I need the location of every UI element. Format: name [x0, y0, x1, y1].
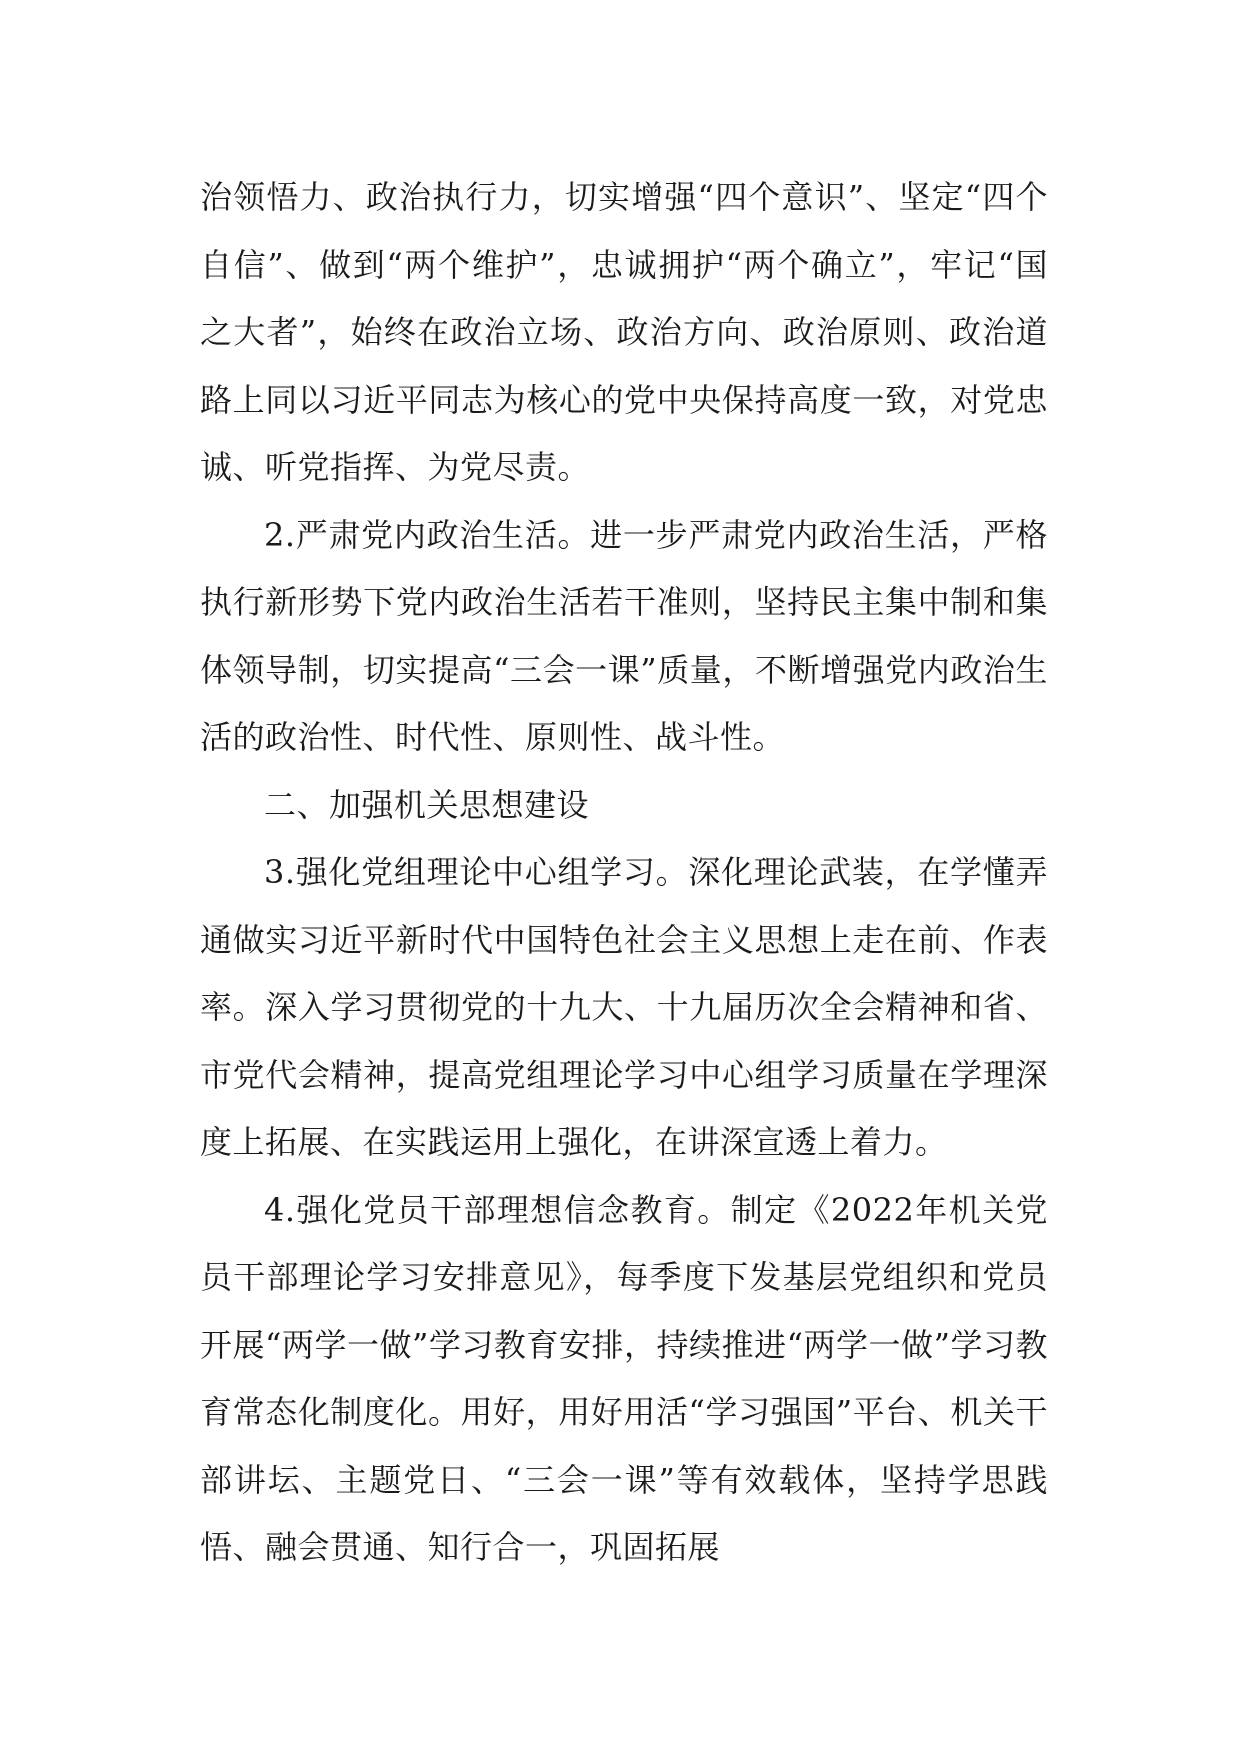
document-body	[200, 164, 1048, 1582]
paragraph-item-4: 4.强化党员干部理想信念教育。制定《2022年机关党员干部理论学习安排意见》，每季度下发基层党组织和党员开展“两学一做”学习教育安排，持续推进“两学一做”学习教育常态化制度化。用好，用好用活“学习强国”平台、机关干部讲坛、主题党日、“三会一课”等有效载体，坚持学思践悟、融会贯通、知行合一，巩固拓展	[200, 1190, 1048, 1566]
paragraph-item-3: 3.强化党组理论中心组学习。深化理论武装，在学懂弄通做实习近平新时代中国特色社会主义思想上走在前、作表率。深入学习贯彻党的十九大、十九届历次全会精神和省、市党代会精神，提高党组理论学习中心组学习质量在学理深度上拓展、在实践运用上强化，在讲深宣透上着力。	[200, 853, 1048, 1161]
section-heading-2: 二、加强机关思想建设	[264, 785, 590, 824]
paragraph-continuation: 治领悟力、政治执行力，切实增强“四个意识”、坚定“四个自信”、做到“两个维护”，忠诚拥护“两个确立”，牢记“国之大者”，始终在政治立场、政治方向、政治原则、政治道路上同以习近平同志为核心的党中央保持高度一致，对党忠诚、听党指挥、为党尽责。	[200, 178, 1048, 486]
paragraph-item-2: 2.严肃党内政治生活。进一步严肃党内政治生活，严格执行新形势下党内政治生活若干准则，坚持民主集中制和集体领导制，切实提高“三会一课”质量，不断增强党内政治生活的政治性、时代性、原则性、战斗性。	[200, 515, 1048, 756]
